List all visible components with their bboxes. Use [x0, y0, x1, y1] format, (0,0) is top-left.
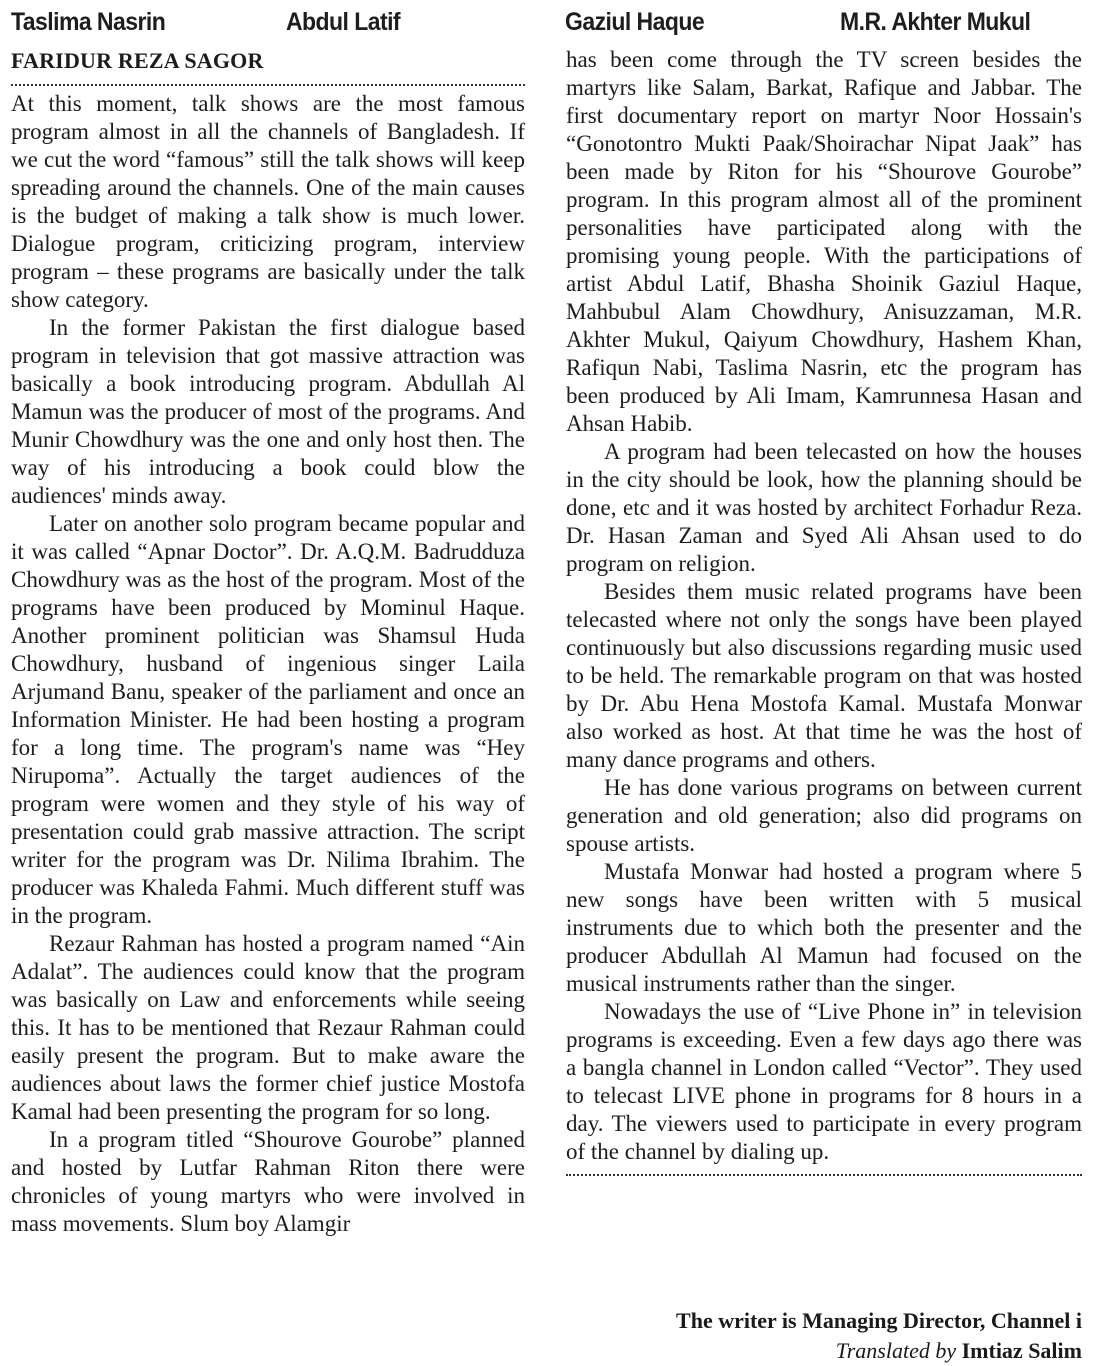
paragraph-generations: He has done various programs on between current generation and old generation; also did programs on spouse artists. [566, 775, 1082, 856]
writer-credit: The writer is Managing Director, Channel i [676, 1308, 1082, 1333]
dotted-divider [11, 84, 525, 86]
caption-abdul-latif: Abdul Latif [286, 8, 401, 36]
paragraph-ain-adalat: Rezaur Rahman has hosted a program named “Ain Adalat”. The audiences could know that the program was basically on Law and enforcements while seeing this. It has to be mentioned that Rezaur Rahman could easily present the program. But to make aware the audiences about laws the former chief justice Mostofa Kamal had been presenting the program for so long. [11, 931, 525, 1124]
translated-by-label: Translated by [835, 1338, 957, 1363]
photo-captions [0, 8, 1109, 42]
paragraph-live-phone: Nowadays the use of “Live Phone in” in television programs is exceeding. Even a few days ago there was a bangla channel in London called “Vector”. They used to telecast LIVE phone in programs for 8 hours in a day. The viewers used to participate in every program of the channel by dialing up. [566, 999, 1082, 1164]
translator-credit [566, 1336, 1082, 1366]
caption-gaziul-haque: Gaziul Haque [565, 8, 705, 36]
paragraph-shourove-gourobe: In a program titled “Shourove Gourobe” planned and hosted by Lutfar Rahman Riton there were chronicles of young martyrs who were involved in mass movements. Slum boy Alamgir [11, 1127, 525, 1236]
paragraph-martyrs: has been come through the TV screen besides the martyrs like Salam, Barkat, Rafique and Jabbar. The first documentary report on martyr Noor Hossain's “Gonotontro Mukti Paak/Shoirachar Nipat Jaak” has been made by Riton for his “Shourove Gourobe” program. In this program almost all of the prominent personalities have participated along with the promising young people. With the participations of artist Abdul Latif, Bhasha Shoinik Gaziul Haque, Mahbubul Alam Chowdhury, Anisuzzaman, M.R. Akhter Mukul, Qaiyum Chowdhury, Hashem Khan, Rafiqun Nabi, Taslima Nasrin, etc the program has been produced by Ali Imam, Kamrunnesa Hasan and Ahsan Habib. [566, 47, 1082, 436]
paragraph-architecture: A program had been telecasted on how the houses in the city should be look, how the planning should be done, etc and it was hosted by architect Forhadur Reza. Dr. Hasan Zaman and Syed Ali Ahsan used to do program on religion. [566, 439, 1082, 576]
paragraph-intro: At this moment, talk shows are the most famous program almost in all the channels of Bangladesh. If we cut the word “famous” still the talk shows will keep spreading around the channels. One of the main causes is the budget of making a talk show is much lower. Dialogue program, criticizing program, interview program – these programs are basically under the talk show category. [11, 91, 525, 312]
paragraph-pakistan: In the former Pakistan the first dialogue based program in television that got massive attraction was basically a book introducing program. Abdullah Al Mamun was the producer of most of the programs. And Munir Chowdhury was the one and only host then. The way of his introducing a book could blow the audiences' minds away. [11, 315, 525, 508]
translator-name: Imtiaz Salim [961, 1338, 1082, 1363]
article-column-left [11, 46, 525, 1238]
caption-taslima-nasrin: Taslima Nasrin [11, 8, 166, 36]
paragraph-music: Besides them music related programs have been telecasted where not only the songs have been played continuously but also discussions regarding music used to be held. The remarkable program on that was hosted by Dr. Abu Hena Mostofa Kamal. Mustafa Monwar also worked as host. At that time he was the host of many dance programs and others. [566, 579, 1082, 772]
paragraph-five-songs: Mustafa Monwar had hosted a program where 5 new songs have been written with 5 musical instruments due to which both the presenter and the producer Abdullah Al Mamun had focused on the musical instruments rather than the singer. [566, 859, 1082, 996]
dotted-divider-end [566, 1174, 1082, 1176]
paragraph-apnar-doctor: Later on another solo program became popular and it was called “Apnar Doctor”. Dr. A.Q.M. Badrudduza Chowdhury was as the host of the program. Most of the programs have been produced by Mominul Haque. Another prominent politician was Shamsul Huda Chowdhury, husband of ingenious singer Laila Arjumand Banu, speaker of the parliament and once an Information Minister. He had been hosting a program for a long time. The program's name was “Hey Nirupoma”. Actually the target audiences of the program were women and they style of his way of presentation could grab massive attraction. The script writer for the program was Dr. Nilima Ibrahim. The producer was Khaleda Fahmi. Much different stuff was in the program. [11, 511, 525, 928]
author-byline: FARIDUR REZA SAGOR [11, 48, 264, 73]
article-column-right [566, 46, 1082, 1180]
article-footer [566, 1306, 1082, 1366]
caption-akhter-mukul: M.R. Akhter Mukul [840, 8, 1031, 36]
